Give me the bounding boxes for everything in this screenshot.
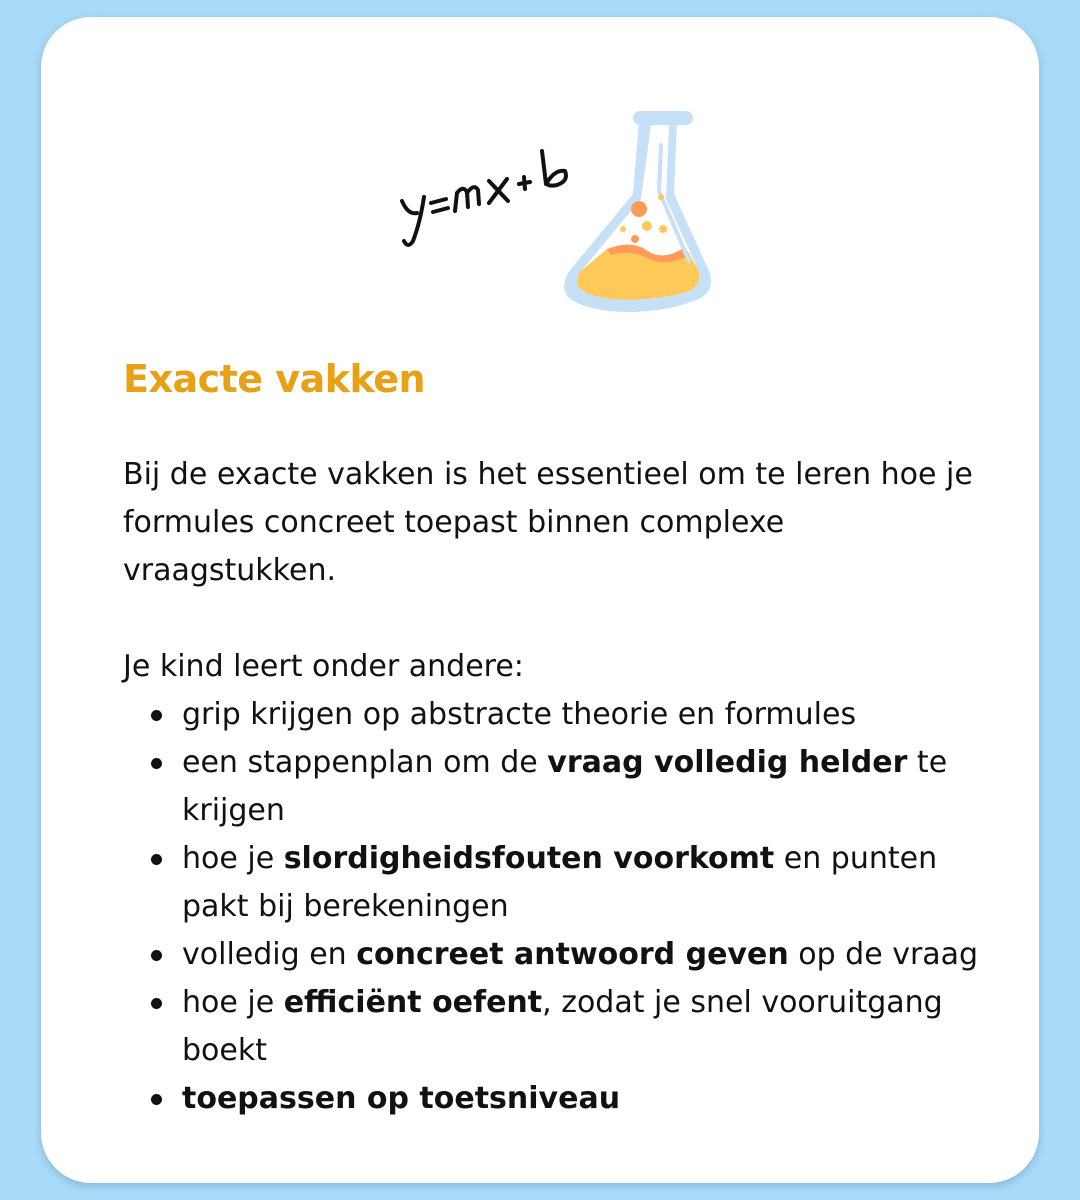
section-title: Exacte vakken	[123, 357, 426, 401]
section-content	[123, 451, 983, 1123]
list-item: toepassen op toetsniveau	[123, 1075, 983, 1123]
chemistry-flask-icon	[371, 89, 731, 344]
list-item: hoe je efficiënt oefent, zodat je snel vooruitgang boekt	[123, 979, 983, 1075]
intro-paragraph: Bij de exacte vakken is het essentieel om te leren hoe je formules concreet toepast binnen complexe vraagstukken.	[123, 457, 973, 588]
list-item: hoe je slordigheidsfouten voorkomt en punten pakt bij berekeningen	[123, 835, 983, 931]
list-heading: Je kind leert onder andere:	[123, 649, 524, 684]
list-item: grip krijgen op abstracte theorie en formules	[123, 691, 983, 739]
list-item: volledig en concreet antwoord geven op de vraag	[123, 931, 983, 979]
flask-glass	[564, 111, 711, 312]
list-item: een stappenplan om de vraag volledig helder te krijgen	[123, 739, 983, 835]
info-card	[41, 17, 1039, 1183]
learning-points-list	[123, 691, 983, 1123]
formula-y-mx-b	[402, 151, 566, 245]
